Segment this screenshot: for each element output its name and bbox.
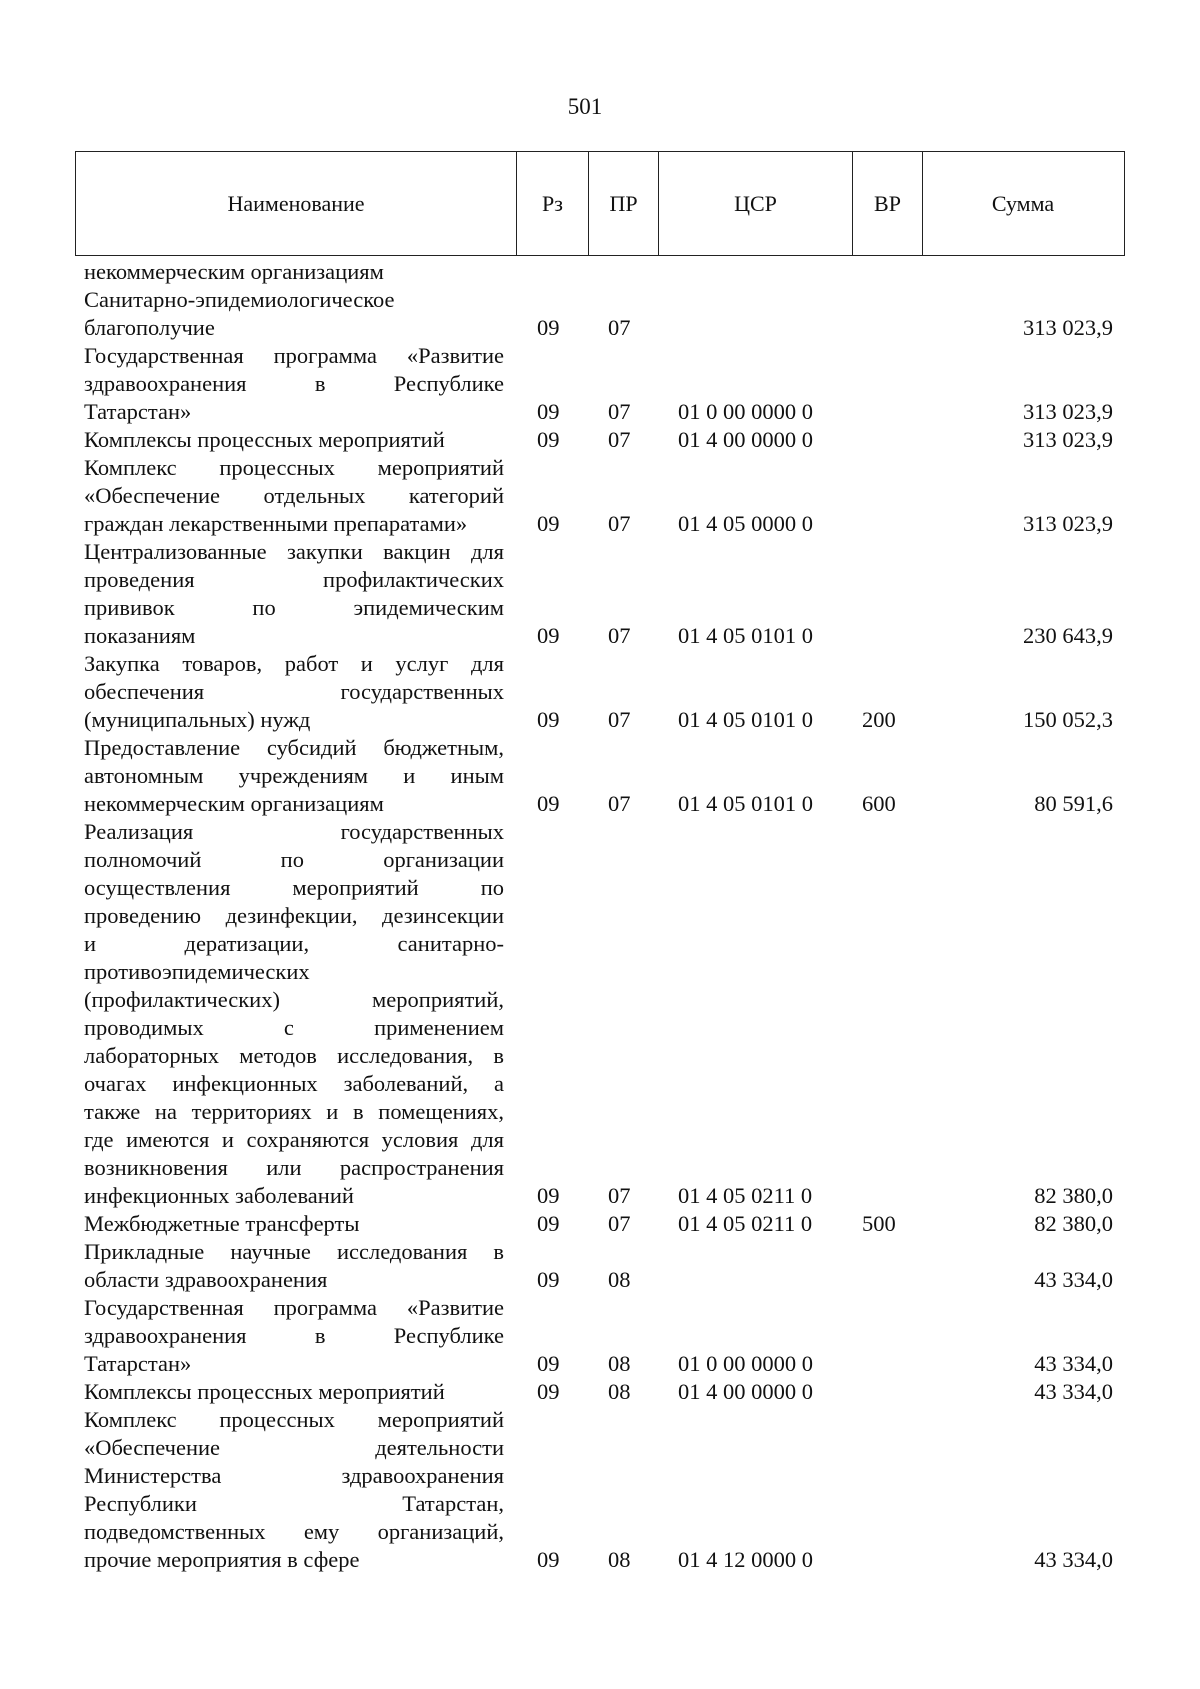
row-name-line: Межбюджетные трансферты: [84, 1211, 360, 1236]
row-name-line: Государственная программа «Развитие: [84, 1295, 504, 1320]
row-name-line: (профилактических) мероприятий,: [84, 987, 504, 1012]
row-rz: 09: [537, 511, 560, 536]
header-rz: Рз: [516, 152, 588, 255]
row-pr: 07: [608, 707, 631, 732]
row-sum: 313 023,9: [1023, 511, 1113, 536]
row-name: [84, 1210, 504, 1238]
row-sum: 43 334,0: [1034, 1351, 1113, 1376]
row-pr: 07: [608, 791, 631, 816]
table-row: [0, 650, 1200, 734]
row-rz: 09: [537, 623, 560, 648]
row-name-line: области здравоохранения: [84, 1267, 328, 1292]
row-pr: 08: [608, 1379, 631, 1404]
row-name-line: также на территориях и в помещениях,: [84, 1099, 504, 1124]
row-name-line: Комплексы процессных мероприятий: [84, 427, 445, 452]
header-sum: Сумма: [922, 152, 1123, 255]
row-sum: 43 334,0: [1034, 1547, 1113, 1572]
row-name-line: проводимых с применением: [84, 1015, 504, 1040]
row-csr: 01 4 05 0101 0: [678, 707, 813, 732]
row-name: [84, 1378, 504, 1406]
row-name-line: Предоставление субсидий бюджетным,: [84, 735, 504, 760]
row-name: [84, 342, 504, 426]
row-sum: 230 643,9: [1023, 623, 1113, 648]
row-rz: 09: [537, 427, 560, 452]
row-rz: 09: [537, 791, 560, 816]
header-pr: ПР: [588, 152, 658, 255]
table-row: [0, 734, 1200, 818]
row-rz: 09: [537, 1211, 560, 1236]
row-name-line: Прикладные научные исследования в: [84, 1239, 504, 1264]
row-name-line: граждан лекарственными препаратами»: [84, 511, 468, 536]
row-rz: 09: [537, 1267, 560, 1292]
row-sum: 43 334,0: [1034, 1379, 1113, 1404]
row-name-line: Государственная программа «Развитие: [84, 343, 504, 368]
row-sum: 313 023,9: [1023, 315, 1113, 340]
table-row: [0, 538, 1200, 650]
row-sum: 313 023,9: [1023, 399, 1113, 424]
row-name: [84, 734, 504, 818]
table-body: [0, 258, 1200, 1574]
row-sum: 43 334,0: [1034, 1267, 1113, 1292]
row-sum: 80 591,6: [1034, 791, 1113, 816]
row-csr: 01 4 12 0000 0: [678, 1547, 813, 1572]
row-name: [84, 538, 504, 650]
row-name-line: «Обеспечение деятельности: [84, 1435, 504, 1460]
row-name-line: осуществления мероприятий по: [84, 875, 504, 900]
row-csr: 01 4 05 0000 0: [678, 511, 813, 536]
table-row: [0, 1210, 1200, 1238]
row-vr: 600: [862, 791, 896, 816]
header-name: Наименование: [227, 190, 365, 216]
row-name-line: Закупка товаров, работ и услуг для: [84, 651, 504, 676]
row-pr: 07: [608, 399, 631, 424]
table-row: [0, 258, 1200, 286]
row-name-line: некоммерческим организациям: [84, 259, 384, 284]
table-row: [0, 1238, 1200, 1294]
row-name-line: Татарстан»: [84, 399, 192, 424]
row-pr: 07: [608, 427, 631, 452]
row-name-line: благополучие: [84, 315, 215, 340]
row-csr: 01 4 05 0101 0: [678, 791, 813, 816]
header-vr: ВР: [852, 152, 922, 255]
row-name-line: возникновения или распространения: [84, 1155, 504, 1180]
row-name-line: Татарстан»: [84, 1351, 192, 1376]
row-name-line: полномочий по организации: [84, 847, 504, 872]
row-name-line: проведения профилактических: [84, 567, 504, 592]
row-name-line: «Обеспечение отдельных категорий: [84, 483, 504, 508]
row-name: [84, 426, 504, 454]
row-name-line: некоммерческим организациям: [84, 791, 384, 816]
table-row: [0, 818, 1200, 1210]
row-rz: 09: [537, 707, 560, 732]
row-name-line: инфекционных заболеваний: [84, 1183, 354, 1208]
row-pr: 07: [608, 623, 631, 648]
row-name-line: обеспечения государственных: [84, 679, 504, 704]
row-name-line: Министерства здравоохранения: [84, 1463, 504, 1488]
row-csr: 01 0 00 0000 0: [678, 1351, 813, 1376]
row-name-line: здравоохранения в Республике: [84, 1323, 504, 1348]
row-pr: 07: [608, 1183, 631, 1208]
row-sum: 82 380,0: [1034, 1211, 1113, 1236]
table-row: [0, 342, 1200, 426]
row-name-line: здравоохранения в Республике: [84, 371, 504, 396]
table-row: [0, 1406, 1200, 1574]
row-name-line: прививок по эпидемическим: [84, 595, 504, 620]
row-name-line: противоэпидемических: [84, 959, 310, 984]
row-name-line: показаниям: [84, 623, 196, 648]
row-sum: 313 023,9: [1023, 427, 1113, 452]
row-rz: 09: [537, 315, 560, 340]
table-row: [0, 1378, 1200, 1406]
row-vr: 500: [862, 1211, 896, 1236]
table-row: [0, 454, 1200, 538]
row-name-line: очагах инфекционных заболеваний, а: [84, 1071, 504, 1096]
row-name: [84, 1406, 504, 1574]
row-name-line: автономным учреждениям и иным: [84, 763, 504, 788]
row-pr: 07: [608, 511, 631, 536]
row-name-line: подведомственных ему организаций,: [84, 1519, 504, 1544]
row-rz: 09: [537, 1183, 560, 1208]
row-pr: 08: [608, 1351, 631, 1376]
row-pr: 08: [608, 1267, 631, 1292]
row-name-line: Санитарно-эпидемиологическое: [84, 287, 395, 312]
row-rz: 09: [537, 1351, 560, 1376]
row-name-line: Республики Татарстан,: [84, 1491, 504, 1516]
row-rz: 09: [537, 399, 560, 424]
table-header: [75, 151, 1125, 256]
row-name: [84, 454, 504, 538]
table-row: [0, 1294, 1200, 1378]
row-name-line: Комплекс процессных мероприятий: [84, 1407, 504, 1432]
row-csr: 01 4 05 0101 0: [678, 623, 813, 648]
row-name: [84, 818, 504, 1210]
table-row: [0, 286, 1200, 342]
row-rz: 09: [537, 1379, 560, 1404]
row-name-line: Реализация государственных: [84, 819, 504, 844]
header-csr: ЦСР: [658, 152, 852, 255]
row-name: [84, 650, 504, 734]
row-name-line: (муниципальных) нужд: [84, 707, 311, 732]
row-name: [84, 1294, 504, 1378]
row-vr: 200: [862, 707, 896, 732]
row-pr: 07: [608, 1211, 631, 1236]
row-csr: 01 4 05 0211 0: [678, 1183, 813, 1208]
row-name: [84, 1238, 504, 1294]
row-name-line: где имеются и сохраняются условия для: [84, 1127, 504, 1152]
row-sum: 82 380,0: [1034, 1183, 1113, 1208]
row-name-line: лабораторных методов исследования, в: [84, 1043, 504, 1068]
row-name-line: прочие мероприятия в сфере: [84, 1547, 360, 1572]
row-name-line: и дератизации, санитарно-: [84, 931, 504, 956]
row-name: [84, 286, 504, 342]
row-csr: 01 4 00 0000 0: [678, 1379, 813, 1404]
row-name-line: Комплексы процессных мероприятий: [84, 1379, 445, 1404]
table-row: [0, 426, 1200, 454]
row-pr: 07: [608, 315, 631, 340]
row-csr: 01 4 05 0211 0: [678, 1211, 813, 1236]
row-pr: 08: [608, 1547, 631, 1572]
row-rz: 09: [537, 1547, 560, 1572]
row-name-line: Централизованные закупки вакцин для: [84, 539, 504, 564]
row-name-line: Комплекс процессных мероприятий: [84, 455, 504, 480]
row-name: [84, 258, 504, 286]
page-number: 501: [567, 94, 603, 119]
row-name-line: проведению дезинфекции, дезинсекции: [84, 903, 504, 928]
row-csr: 01 4 00 0000 0: [678, 427, 813, 452]
row-sum: 150 052,3: [1023, 707, 1113, 732]
row-csr: 01 0 00 0000 0: [678, 399, 813, 424]
